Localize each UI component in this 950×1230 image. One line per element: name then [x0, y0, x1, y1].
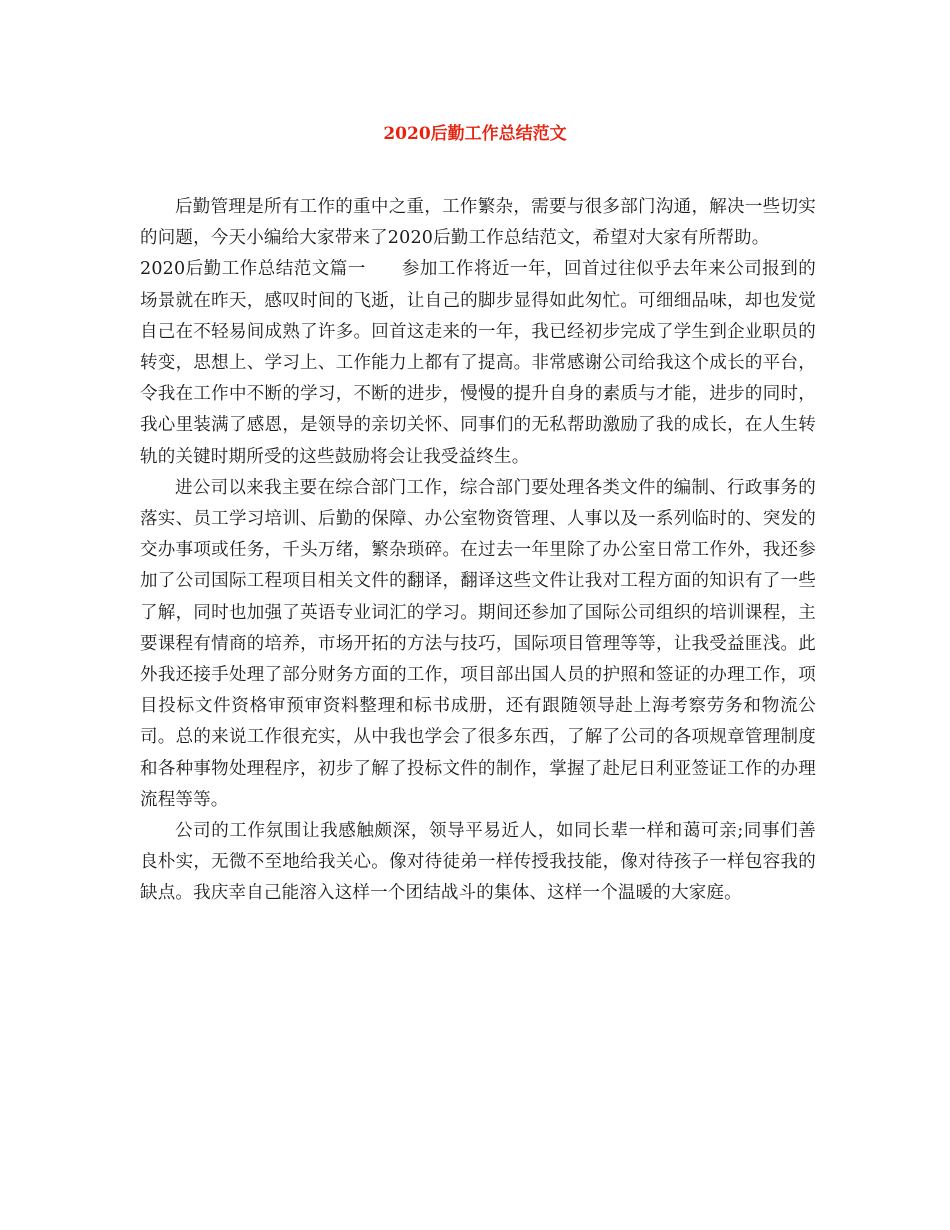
- document-title: 2020后勤工作总结范文: [383, 124, 567, 144]
- section-one-paragraph: 2020后勤工作总结范文篇一 参加工作将近一年，回首过往似乎去年来公司报到的场景就在昨天，感叹时间的飞逝，让自己的脚步显得如此匆忙。可细细品味，却也发觉自己在不轻易间成熟了许多。回首这走来的一年，我已经初步完成了学生到企业职员的转变，思想上、学习上、工作能力上都有了提高。非常感谢公司给我这个成长的平台，令我在工作中不断的学习，不断的进步，慢慢的提升自身的素质与才能，进步的同时，我心里装满了感恩，是领导的亲切关怀、同事们的无私帮助激励了我的成长，在人生转轨的关键时期所受的这些鼓励将会让我受益终生。: [140, 259, 816, 467]
- work-duties-paragraph: 进公司以来我主要在综合部门工作，综合部门要处理各类文件的编制、行政事务的落实、员工学习培训、后勤的保障、办公室物资管理、人事以及一系列临时的、突发的交办事项或任务，千头万绪，繁杂琐碎。在过去一年里除了办公室日常工作外，我还参加了公司国际工程项目相关文件的翻译，翻译这些文件让我对工程方面的知识有了一些了解，同时也加强了英语专业词汇的学习。期间还参加了国际公司组织的培训课程，主要课程有情商的培养，市场开拓的方法与技巧，国际项目管理等等，让我受益匪浅。此外我还接手处理了部分财务方面的工作，项目部出国人员的护照和签证的办理工作，项目投标文件资格审预审资料整理和标书成册，还有跟随领导赴上海考察劳务和物流公司。总的来说工作很充实，从中我也学会了很多东西，了解了公司的各项规章管理制度和各种事物处理程序，初步了解了投标文件的制作，掌握了赴尼日利亚签证工作的办理流程等等。: [140, 477, 816, 810]
- intro-paragraph: 后勤管理是所有工作的重中之重，工作繁杂，需要与很多部门沟通，解决一些切实的问题，今天小编给大家带来了2020后勤工作总结范文，希望对大家有所帮助。: [140, 197, 816, 249]
- work-atmosphere-paragraph: 公司的工作氛围让我感触颇深，领导平易近人，如同长辈一样和蔼可亲;同事们善良朴实，无微不至地给我关心。像对待徒弟一样传授我技能，像对待孩子一样包容我的缺点。我庆幸自己能溶入这样一个团结战斗的集体、这样一个温暖的大家庭。: [140, 821, 816, 904]
- document-body: [140, 192, 816, 910]
